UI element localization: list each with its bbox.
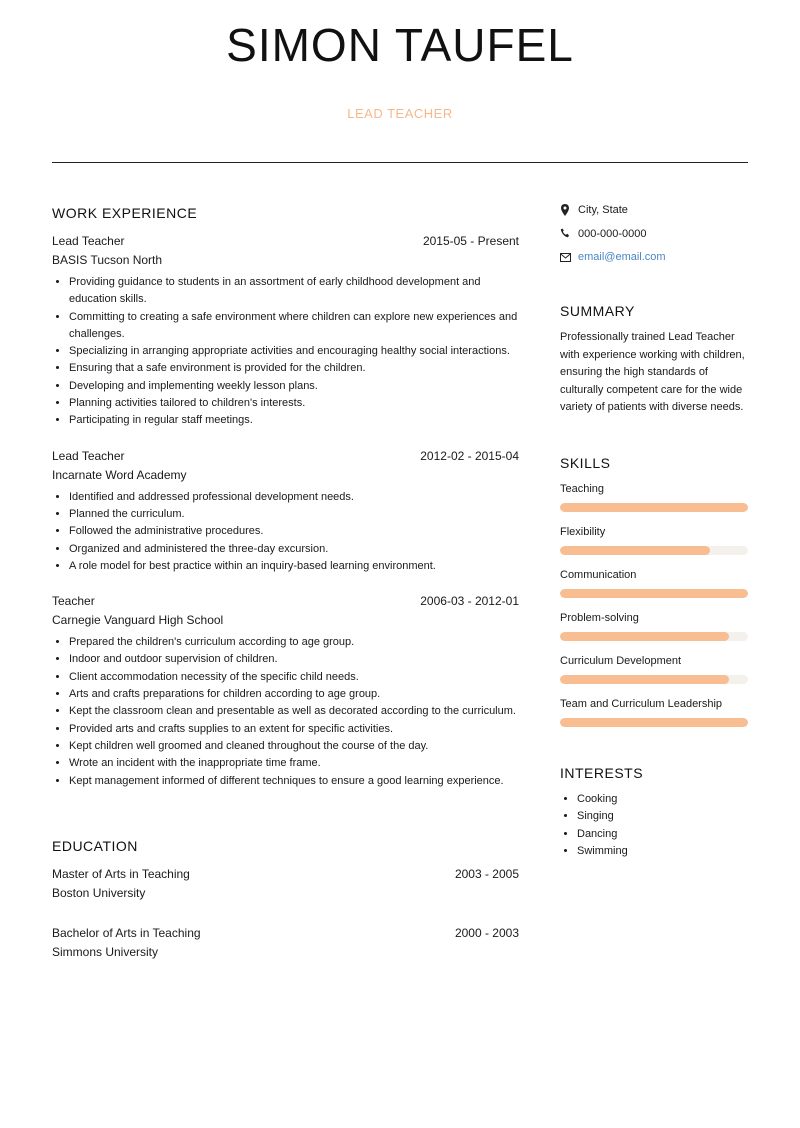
interest-item: • Singing [577,808,748,826]
skill-name: Curriculum Development [560,654,682,667]
summary-title: SUMMARY [560,303,635,319]
skill-name: Communication [560,568,637,581]
map-pin-icon [560,204,578,216]
phone-icon [560,228,578,239]
job-duty-item: • Kept management informed of different techniques to ensure a good learning experience. [69,773,519,790]
job-duty-item: • Planning activities tailored to children's interests. [69,395,519,412]
job-organization: BASIS Tucson North [52,253,163,267]
skill-bar-track [560,675,748,684]
education-school: Boston University [52,885,146,900]
interest-item: • Dancing [577,826,748,844]
job-duty-item: • Providing guidance to students in an assortment of early childhood development and education skills. [69,274,519,309]
job-dates: 2015-05 - Present [422,234,519,248]
job-duty-item: • Organized and administered the three-day excursion. [69,541,519,558]
education-title: EDUCATION [52,837,138,854]
education-school: Simmons University [52,944,159,959]
job-header [52,448,519,464]
skill-bar-fill [560,503,748,512]
skill-bar-fill [560,632,729,641]
side-column [560,202,748,861]
phone-text: 000-000-0000 [578,227,647,240]
interests-list [560,791,748,861]
education-list [52,866,519,960]
education-degree: Master of Arts in Teaching [52,866,190,881]
job-duty-item: • Provided arts and crafts supplies to an extent for specific activities. [69,721,519,738]
skill-item [560,610,748,641]
education-header [52,866,519,882]
job-duty-item: • Identified and addressed professional development needs. [69,489,519,506]
job-dates: 2012-02 - 2015-04 [420,448,519,463]
envelope-icon [560,253,578,262]
job-organization: Incarnate Word Academy [52,467,187,482]
skill-bar-fill [560,718,748,727]
job-duty-item: • Committing to creating a safe environment where children can explore new experiences and challenges. [69,309,519,344]
skill-item [560,481,748,512]
job-duty-item: • Kept the classroom clean and presentable as well as decorated according to the curriculum. [69,703,519,720]
skill-item [560,653,748,684]
education-entry [52,925,519,960]
skill-bar-track [560,546,748,555]
skill-item [560,524,748,555]
location-text: City, State [578,204,628,216]
skill-bar-track [560,589,748,598]
job-duty-item: • Prepared the children's curriculum according to age group. [69,634,519,651]
job-duties-list [52,489,519,575]
job-organization: Carnegie Vanguard High School [52,613,224,628]
job-duty-item: • Developing and implementing weekly lesson plans. [69,378,519,395]
skill-item [560,696,748,727]
contact-location [560,202,748,218]
skill-bar-fill [560,589,748,598]
job-entry [52,448,519,575]
job-duties-list [52,274,519,430]
job-duty-item: • Arts and crafts preparations for children according to age group. [69,686,519,703]
skill-bar-track [560,503,748,512]
job-duty-item: • Ensuring that a safe environment is provided for the children. [69,360,519,377]
job-position: Teacher [52,594,95,609]
interests-title: INTERESTS [560,764,644,781]
education-header [52,925,519,941]
skill-bar-track [560,718,748,727]
skill-item [560,567,748,598]
skill-name: Team and Curriculum Leadership [560,697,723,710]
skill-name: Teaching [560,482,605,495]
candidate-role: LEAD TEACHER [347,106,453,121]
interest-item: • Swimming [577,843,748,861]
skill-name: Flexibility [560,525,606,538]
skills-list [560,481,748,727]
email-link[interactable]: email@email.com [578,251,666,263]
job-duty-item: • Followed the administrative procedures. [69,523,519,540]
header-divider [52,162,748,163]
main-column [52,205,519,984]
job-duty-item: • Kept children well groomed and cleaned throughout the course of the day. [69,738,519,755]
contact-email[interactable] [560,249,748,265]
job-header [52,233,519,249]
education-degree: Bachelor of Arts in Teaching [52,925,201,940]
contact-phone [560,226,748,242]
job-entry [52,593,519,790]
job-duty-item: • Wrote an incident with the inappropriate time frame. [69,755,519,772]
job-position: Lead Teacher [52,234,125,248]
job-duty-item: • Participating in regular staff meetings. [69,412,519,429]
job-duty-item: • Indoor and outdoor supervision of children. [69,651,519,668]
job-position: Lead Teacher [52,448,125,463]
job-duty-item: • A role model for best practice within an inquiry-based learning environment. [69,558,519,575]
job-duty-item: • Client accommodation necessity of the specific child needs. [69,669,519,686]
education-dates: 2000 - 2003 [454,925,519,940]
work-experience-title: WORK EXPERIENCE [52,205,198,221]
skill-bar-fill [560,546,710,555]
summary-text: Professionally trained Lead Teacher with experience working with children, ensuring the high standards of culturally competent care for the wide variety of patients with diverse needs. [560,331,745,413]
work-experience-list [52,233,519,790]
job-duties-list [52,634,519,790]
job-dates: 2006-03 - 2012-01 [420,594,519,609]
education-dates: 2003 - 2005 [454,866,519,881]
education-entry [52,866,519,901]
job-header [52,593,519,609]
job-duty-item: • Specializing in arranging appropriate activities and encouraging healthy social interactions. [69,343,519,360]
job-entry [52,233,519,430]
skill-bar-track [560,632,748,641]
skills-title: SKILLS [560,454,611,471]
interest-item: • Cooking [577,791,748,809]
skill-name: Problem-solving [560,611,639,624]
candidate-name: SIMON TAUFEL [226,19,574,71]
job-duty-item: • Planned the curriculum. [69,506,519,523]
skill-bar-fill [560,675,729,684]
